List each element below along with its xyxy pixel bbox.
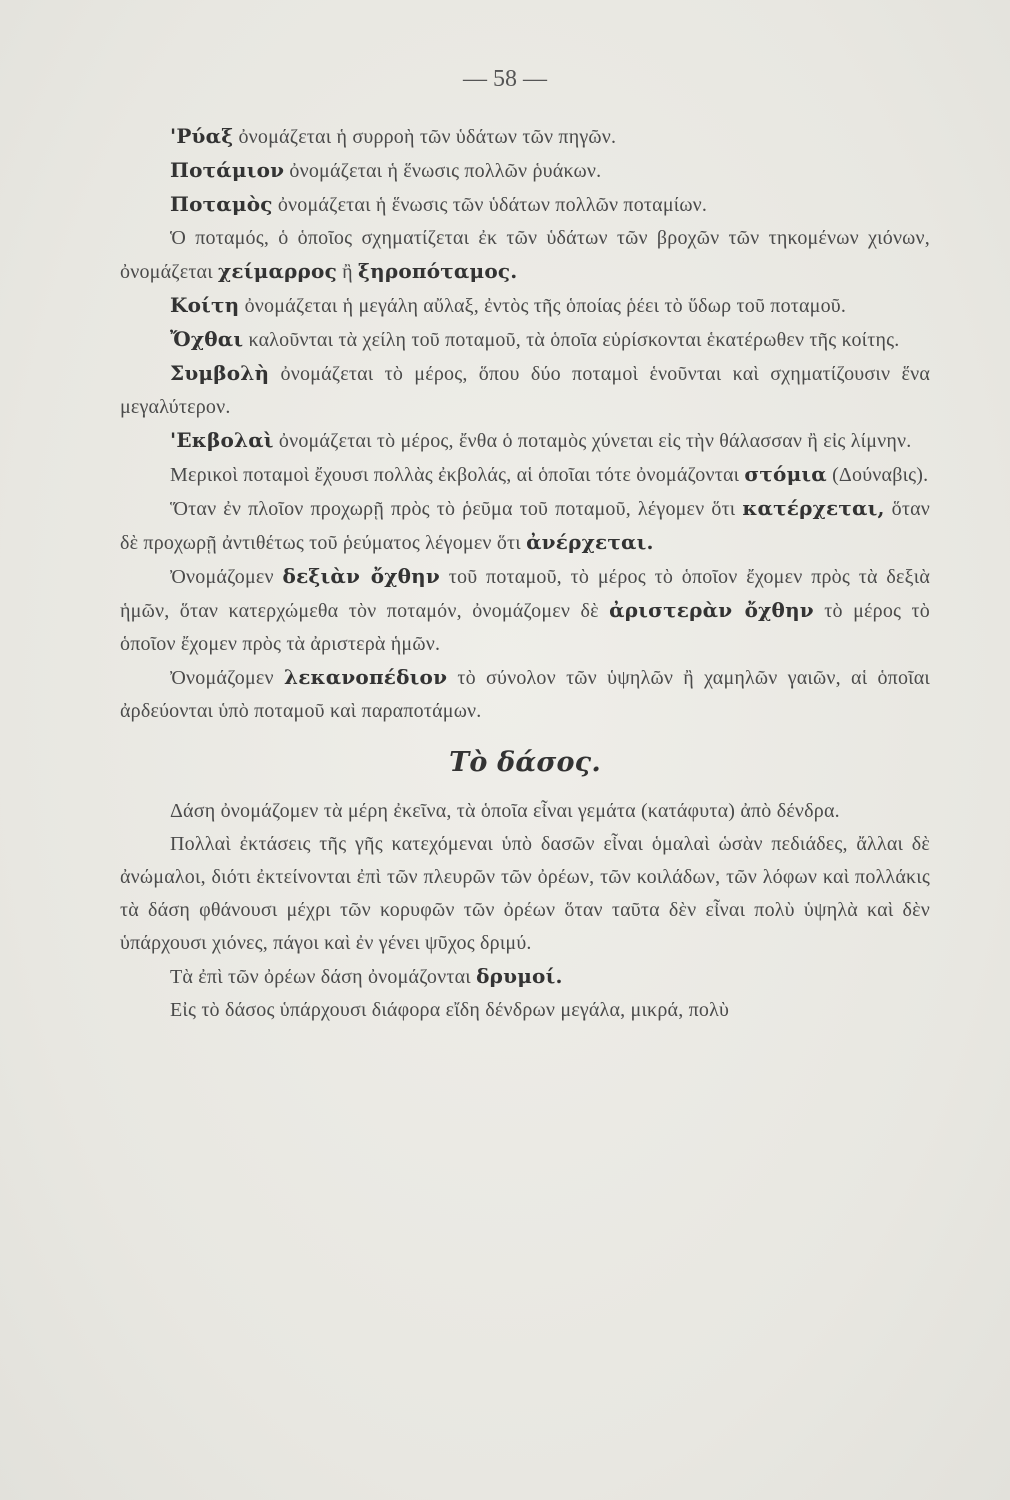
paragraph-text: Εἰς τὸ δάσος ὑπάρχουσι διάφορα εἴδη δένδρων μεγάλα, μικρά, πολὺ bbox=[170, 999, 730, 1021]
paragraph-text: ὀνομάζεται ἡ συρροὴ τῶν ὑδάτων τῶν πηγῶν. bbox=[233, 126, 617, 148]
paragraph bbox=[120, 492, 930, 560]
paragraph bbox=[120, 994, 930, 1027]
paragraph bbox=[120, 154, 930, 188]
paragraph bbox=[120, 560, 930, 661]
paragraph-text: Τὰ ἐπὶ τῶν ὀρέων δάση ὀνομάζονται bbox=[170, 966, 477, 988]
bold-term: λεκανοπέδιον bbox=[283, 665, 448, 689]
bold-term: Ποτάμιον bbox=[170, 158, 285, 182]
paragraph-text: ὀνομάζεται τὸ μέρος, ἔνθα ὁ ποταμὸς χύνεται εἰς τὴν θάλασσαν ἢ εἰς λίμνην. bbox=[273, 430, 912, 452]
paragraph bbox=[120, 828, 930, 960]
page-number: — 58 — bbox=[463, 66, 547, 92]
paragraph-text: Ὀνομάζομεν bbox=[170, 566, 283, 588]
bold-term: δεξιὰν ὄχθην bbox=[282, 564, 440, 588]
paragraph-text: ὀνομάζεται τὸ μέρος, ὅπου δύο ποταμοὶ ἑνοῦνται καὶ σχηματίζουσιν ἕνα μεγαλύτερον. bbox=[120, 363, 930, 418]
rivers-section bbox=[120, 120, 930, 728]
bold-term: Ὄχθαι bbox=[170, 327, 244, 351]
paragraph-text: καλοῦνται τὰ χείλη τοῦ ποταμοῦ, τὰ ὁποῖα εὑρίσκονται ἑκατέρωθεν τῆς κοίτης. bbox=[243, 329, 900, 351]
bold-term: Συμβολὴ bbox=[170, 361, 270, 385]
paragraph-text: Ὀνομάζομεν bbox=[170, 667, 284, 689]
paragraph bbox=[120, 323, 930, 357]
paragraph-text: ὅταν δὲ προχωρῇ ἀντιθέτως τοῦ ῥεύματος λέγομεν ὅτι bbox=[120, 498, 930, 554]
paragraph-text: ὀνομάζεται ἡ ἕνωσις τῶν ὑδάτων πολλῶν ποταμίων. bbox=[272, 194, 708, 216]
bold-term: κατέρχεται, bbox=[742, 496, 885, 520]
paragraph bbox=[120, 960, 930, 994]
forest-section bbox=[120, 795, 930, 1027]
paragraph bbox=[120, 424, 930, 458]
bold-term: ἀνέρχεται. bbox=[526, 530, 654, 554]
paragraph-text: Πολλαὶ ἐκτάσεις τῆς γῆς κατεχόμεναι ὑπὸ δασῶν εἶναι ὁμαλαὶ ὡσὰν πεδιάδες, ἄλλαι δὲ ἀνώμαλοι, διότι ἐκτείνονται ἐπὶ τῶν πλευρῶν τῶν ὀρέων, τῶν κοιλάδων, τῶν λόφων καὶ πολλάκις τὰ δάση φθάνουσι μέχρι τῶν κορυφῶν τῶν ὀρέων ὅταν ταῦτα δὲν εἶναι πολὺ ὑψηλὰ καὶ δὲν ὑπάρχουσι χιόνες, πάγοι καὶ ἐν γένει ψῦχος δριμύ. bbox=[120, 833, 930, 954]
bold-term: δρυμοί. bbox=[476, 964, 563, 988]
body-text bbox=[120, 120, 930, 1027]
bold-term: χείμαρρος bbox=[218, 259, 337, 283]
bold-term: 'Εκβολαὶ bbox=[170, 428, 274, 452]
paragraph-text: ἢ bbox=[336, 261, 359, 283]
bold-term: Κοίτη bbox=[170, 293, 240, 317]
paragraph-text: ὀνομάζεται ἡ ἕνωσις πολλῶν ῥυάκων. bbox=[284, 160, 602, 182]
paragraph-text: (Δούναβις). bbox=[826, 464, 929, 486]
paragraph-text: τὸ μέρος τὸ ὁποῖον ἔχομεν πρὸς τὰ ἀριστερὰ ἡμῶν. bbox=[120, 600, 930, 655]
paragraph-text: Ὁ ποταμός, ὁ ὁποῖος σχηματίζεται ἐκ τῶν ὑδάτων τῶν βροχῶν τῶν τηκομένων χιόνων, ὀνομάζεται bbox=[120, 227, 930, 283]
paragraph bbox=[120, 222, 930, 289]
bold-term: ξηροπόταμος. bbox=[358, 259, 518, 283]
paragraph-text: Μερικοὶ ποταμοὶ ἔχουσι πολλὰς ἐκβολάς, αἱ ὁποῖαι τότε ὀνομάζονται bbox=[170, 464, 745, 486]
bold-term: 'Ρύαξ bbox=[170, 124, 234, 148]
paragraph bbox=[120, 661, 930, 728]
bold-term: στόμια bbox=[744, 462, 827, 486]
paragraph-text: Ὅταν ἐν πλοῖον προχωρῇ πρὸς τὸ ῥεῦμα τοῦ ποταμοῦ, λέγομεν ὅτι bbox=[170, 498, 743, 520]
paragraph bbox=[120, 289, 930, 323]
section-heading: Τὸ δάσος. bbox=[449, 747, 601, 778]
bold-term: ἀριστερὰν ὄχθην bbox=[609, 598, 814, 622]
paragraph bbox=[120, 795, 930, 828]
paragraph-text: ὀνομάζεται ἡ μεγάλη αὔλαξ, ἐντὸς τῆς ὁποίας ῥέει τὸ ὕδωρ τοῦ ποταμοῦ. bbox=[239, 295, 847, 317]
bold-term: Ποταμὸς bbox=[170, 192, 273, 216]
paragraph-text: τοῦ ποταμοῦ, τὸ μέρος τὸ ὁποῖον ἔχομεν πρὸς τὰ δεξιὰ ἡμῶν, ὅταν κατερχώμεθα τὸν ποταμόν, ὀνομάζομεν δὲ bbox=[120, 566, 931, 622]
paragraph bbox=[120, 458, 930, 492]
paragraph bbox=[120, 357, 930, 424]
paragraph-text: Δάση ὀνομάζομεν τὰ μέρη ἐκεῖνα, τὰ ὁποῖα εἶναι γεμάτα (κατάφυτα) ἀπὸ δένδρα. bbox=[170, 800, 840, 822]
paragraph bbox=[120, 188, 930, 222]
paragraph bbox=[120, 120, 930, 154]
paragraph-text: τὸ σύνολον τῶν ὑψηλῶν ἢ χαμηλῶν γαιῶν, αἱ ὁποῖαι ἀρδεύονται ὑπὸ ποταμοῦ καὶ παραποτάμων. bbox=[120, 667, 930, 722]
